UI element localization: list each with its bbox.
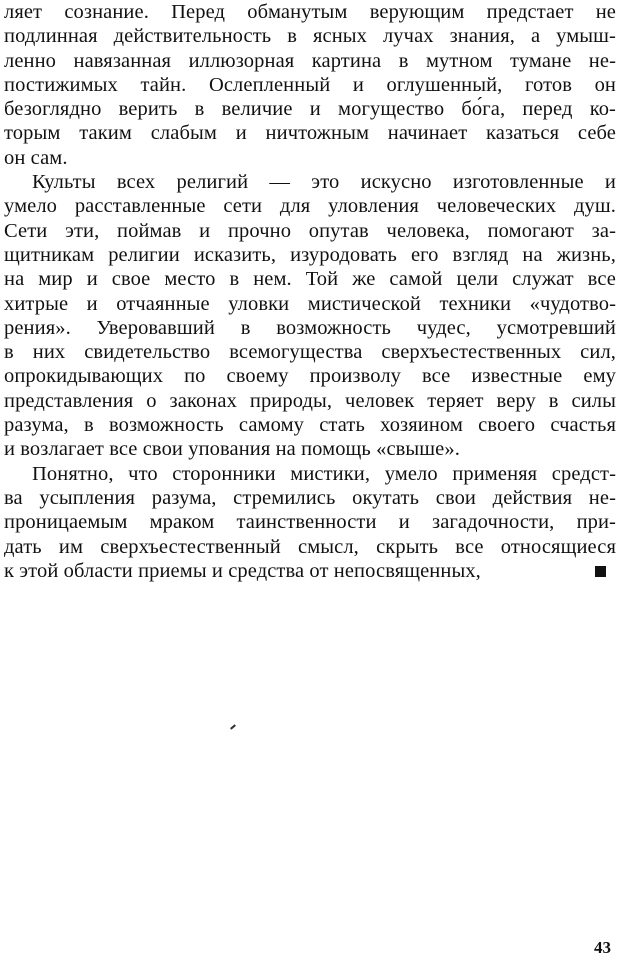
text-line: Понятно, что сторонники мистики, умело применяя средст-	[32, 462, 616, 485]
text-line: щитникам религии исказить, изуродовать его взгляд на жизнь,	[4, 243, 616, 266]
text-line: он сам.	[4, 146, 68, 169]
text-line: и возлагает все свои упования на помощь «свыше».	[4, 438, 460, 461]
body-text	[4, 0, 616, 583]
text-line: дать им сверхъестественный смысл, скрыть все относящиеся	[4, 535, 616, 558]
paragraph-1	[4, 0, 616, 170]
text-line: к этой области приемы и средства от непосвященных,	[4, 559, 481, 582]
text-line: опрокидывающих по своему произволу все известные ему	[4, 365, 616, 388]
paragraph-3	[4, 462, 616, 583]
text-line: подлинная действительность в ясных лучах знания, а умыш-	[4, 25, 616, 48]
text-line: Культы всех религий — это искусно изготовленные и	[32, 171, 616, 194]
text-line: постижимых тайн. Ослепленный и оглушенный, готов он	[4, 73, 616, 96]
section-end-square-icon	[595, 566, 606, 577]
text-line: ленно навязанная иллюзорная картина в мутном тумане не-	[4, 49, 616, 72]
stray-ink-mark	[230, 724, 236, 729]
text-line: на мир и свое место в нем. Той же самой цели служат все	[4, 268, 616, 291]
text-line: представления о законах природы, человек теряет веру в силы	[4, 389, 616, 412]
text-line: безоглядно верить в величие и могущество бо́га, перед ко-	[4, 98, 616, 121]
text-line: ва усыпления разума, стремились окутать свои действия не-	[4, 486, 616, 509]
text-line: в них свидетельство всемогущества сверхъестественных сил,	[4, 341, 616, 364]
text-line: умело расставленные сети для уловления человеческих душ.	[4, 195, 616, 218]
text-line: разума, в возможность самому стать хозяином своего счастья	[4, 414, 616, 437]
text-line: хитрые и отчаянные уловки мистической техники «чудотво-	[4, 292, 616, 315]
text-line: проницаемым мраком таинственности и загадочности, при-	[4, 511, 616, 534]
page-number: 43	[594, 938, 611, 957]
text-line: Сети эти, поймав и прочно опутав человека, помогают за-	[4, 219, 616, 242]
text-line: рения». Уверовавший в возможность чудес, усмотревший	[4, 316, 616, 339]
text-line: торым таким слабым и ничтожным начинает казаться себе	[4, 122, 616, 145]
text-line: ляет сознание. Перед обманутым верующим предстает не	[4, 1, 616, 23]
paragraph-2	[4, 170, 616, 462]
